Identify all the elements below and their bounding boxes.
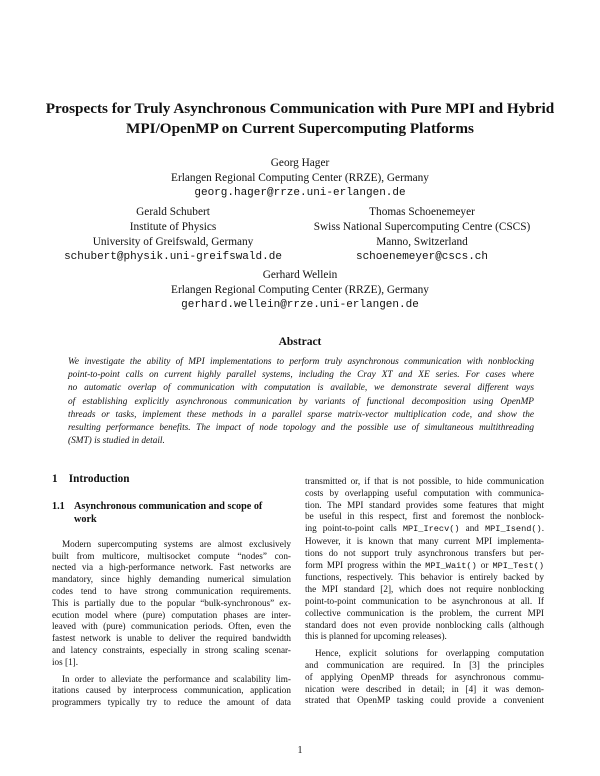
author-affiliation: Swiss National Supercomputing Centre (CSCS) (313, 221, 531, 233)
author-block-hager (0, 156, 600, 201)
abstract-line: resulting performance benefits. The impact of node topology and the possible use of simultaneous multithreading (68, 423, 534, 434)
abstract-line: We investigate the ability of MPI implementations to perform truly asynchronous communication with nonblocking (68, 357, 534, 367)
code-inline: MPI_Wait() (425, 560, 477, 571)
author-affiliation: Institute of Physics (129, 221, 217, 233)
code-inline: MPI_Isend() (484, 524, 542, 535)
paragraph: Hence, explicit solutions for overlapping computation and communication are required. In [3] the principles of applying OpenMP threads for asynchronous commu- nication were described in detail; in [4] it was demon- strated that OpenMP tasking could provide a convenient (305, 648, 544, 706)
author-email[interactable]: schoenemeyer@cscs.ch (355, 251, 489, 263)
abstract-line: point-to-point calls on current highly parallel systems, including the Cray XT and XE series. For cases where (68, 370, 534, 381)
author-name: Thomas Schoenemeyer (369, 206, 475, 218)
abstract-heading: Abstract (278, 336, 322, 348)
abstract-line: of establishing explicitly asynchronous communication by variants of functional decomposition using OpenMP (68, 396, 534, 407)
author-block-wellein (0, 268, 600, 313)
author-affiliation: Erlangen Regional Computing Center (RRZE), Germany (171, 172, 429, 184)
paper-title: Prospects for Truly Asynchronous Communication with Pure MPI and Hybrid MPI/OpenMP on Current Supercomputing Platforms (45, 100, 555, 137)
abstract-line: no automatic overlap of communication with computation is available, we demonstrate several different ways (68, 383, 534, 394)
author-block-schoenemeyer (282, 205, 562, 265)
code-inline: MPI_Test() (492, 560, 545, 571)
author-name: Gerald Schubert (136, 206, 210, 218)
abstract-body (68, 356, 534, 448)
paragraph: Modern supercomputing systems are almost exclusively built from multicore, multisocket compute “nodes” con- nected via a high-performance network. Fast networks are mandatory, since highly demanding numerical simulation codes tend to have strong communication requirements. This is partially due to the popular “bulk-synchronous” ex- ecution model where (pure) computation phases are inter- leaved with (pure) communication periods. Often, even the fastest network is unable to deliver the required bandwidth and latency constraints, especially in strong scaling scenar- ios [1]. (52, 538, 291, 667)
section-heading: 1 Introduction (52, 473, 130, 485)
left-column (52, 474, 291, 709)
author-affiliation: Manno, Switzerland (376, 236, 468, 248)
author-block-schubert (43, 205, 303, 265)
author-email[interactable]: gerhard.wellein@rrze.uni-erlangen.de (181, 299, 419, 311)
author-email[interactable]: schubert@physik.uni-greifswald.de (64, 251, 282, 263)
right-column (305, 476, 544, 707)
abstract-line: (SMT) is studied in detail. (68, 436, 165, 447)
author-affiliation: Erlangen Regional Computing Center (RRZE), Germany (171, 284, 429, 296)
author-email[interactable]: georg.hager@rrze.uni-erlangen.de (194, 187, 406, 199)
abstract-line: threads or tasks, implement these methods in a parallel sparse matrix-vector multiplication code, and show the (68, 409, 534, 420)
author-affiliation: University of Greifswald, Germany (92, 236, 254, 248)
paragraph: transmitted or, if that is not possible, to hide communication costs by overlapping useful computation with communica- tion. The MPI standard provides some features that might be useful in this respect, first and foremost the nonblock- ing point-to-point calls MPI_Irecv() and MPI_Isend(). However, it is known that many current MPI implementa- tions do not support truly asynchronous transfers but per- form MPI progress within the MPI_Wait() or MPI_Test() functions, respectively. This behavior is entirely backed by the MPI standard [2], which does not require nonblocking point-to-point communication to be asynchronous at all. If collective communication is the problem, the current MPI standard does not even provide nonblocking calls (although this is planned for upcoming releases). (305, 476, 545, 642)
author-name: Georg Hager (270, 157, 330, 169)
code-inline: MPI_Irecv() (402, 524, 460, 535)
page-number: 1 (297, 745, 303, 756)
subsection-heading: 1.1 Asynchronous communication and scope of work (52, 500, 263, 525)
paragraph: In order to alleviate the performance and scalability lim- itations caused by interprocess communication, application programmers typically try to reduce the amount of data (52, 673, 291, 708)
author-name: Gerhard Wellein (262, 269, 338, 281)
